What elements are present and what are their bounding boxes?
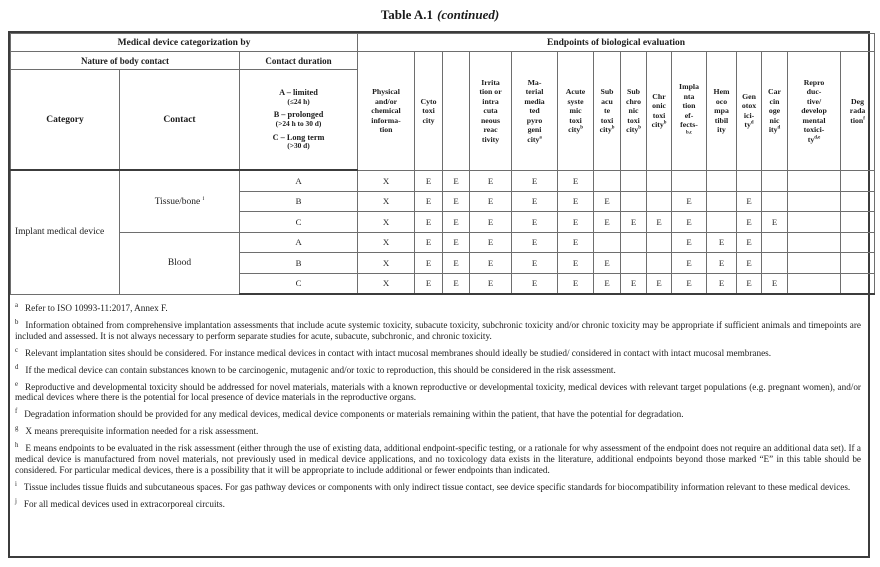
endpoint-value-cell: E <box>415 232 443 253</box>
endpoint-column-header-6: Acute syste mic toxi city$^b$ <box>558 52 594 171</box>
endpoint-value-cell: E <box>470 170 512 191</box>
endpoint-value-cell: E <box>512 191 558 212</box>
endpoint-value-cell <box>621 232 647 253</box>
footnote-d: $^d$ If the medical device can contain substances known to be carcinogenic, mutagenic and/or toxic to reproduction, this should be considered in the risk assessment. <box>15 363 616 375</box>
endpoint-value-cell <box>788 253 841 274</box>
endpoint-value-cell: E <box>415 170 443 191</box>
duration-cell: B <box>240 191 358 212</box>
endpoint-value-cell <box>841 170 875 191</box>
footnote-marker: g <box>15 425 19 433</box>
endpoint-value-cell: E <box>415 273 443 294</box>
table-title-continued: (continued) <box>437 7 500 22</box>
category-cell: Implant medical device <box>11 170 120 294</box>
subheader-nature-of-body-contact: Nature of body contact <box>11 52 240 70</box>
endpoint-value-cell: E <box>512 212 558 233</box>
endpoint-column-header-4: Irrita tion or intra cuta neous reac tivity <box>470 52 512 171</box>
footnote-marker: h <box>15 442 19 450</box>
contact-cell-tissue-bone: Tissue/bone $^i$ <box>120 170 240 232</box>
endpoint-value-cell: E <box>737 253 762 274</box>
endpoint-value-cell: X <box>358 170 415 191</box>
endpoint-value-cell: E <box>672 253 707 274</box>
endpoint-value-cell: E <box>415 212 443 233</box>
endpoint-value-cell: E <box>647 273 672 294</box>
endpoint-value-cell <box>841 191 875 212</box>
footnote-e: $^e$ Reproductive and developmental toxicity should be addressed for novel materials, materials with a known reproductive or developmental toxicity, medical devices with relevant target populations (e.g. pregnant women), and/or medical devices where there is the potential for local presence of device materials in the reproductive organs. <box>15 380 861 403</box>
endpoint-value-cell: E <box>470 273 512 294</box>
footnote-c: $^c$ Relevant implantation sites should be considered. For instance medical devices in contact with intact mucosal membranes should ideally be studied/ considered in contact with intact mucosal membranes. <box>15 346 772 358</box>
endpoint-value-cell: E <box>512 170 558 191</box>
endpoint-value-cell: E <box>621 273 647 294</box>
endpoint-value-cell: E <box>621 212 647 233</box>
endpoint-value-cell: E <box>470 191 512 212</box>
endpoint-value-cell <box>737 170 762 191</box>
endpoint-value-cell: E <box>558 212 594 233</box>
duration-cell: A <box>240 170 358 191</box>
endpoint-value-cell: E <box>672 191 707 212</box>
table-title-main: Table A.1 <box>380 7 434 22</box>
endpoint-value-cell: E <box>707 232 737 253</box>
endpoint-value-cell: E <box>512 253 558 274</box>
endpoint-value-cell: E <box>443 232 470 253</box>
footnote-marker: i <box>15 480 17 488</box>
endpoint-value-cell <box>762 253 788 274</box>
group-header-row <box>11 34 875 52</box>
endpoint-value-cell <box>788 212 841 233</box>
endpoint-value-cell <box>647 191 672 212</box>
endpoint-column-header-9: Chr onic toxi city$^b$ <box>647 52 672 171</box>
endpoint-column-header-14: Repro duc- tive/ develop mental toxici- ty$^{d,e}$ <box>788 52 841 171</box>
endpoint-value-cell: E <box>707 273 737 294</box>
table-frame <box>8 31 870 558</box>
duration-cell: A <box>240 232 358 253</box>
footnote-f: $^f$ Degradation information should be provided for any medical devices, medical device components or materials remaining within the patient, that have the potential for degradation. <box>15 408 684 420</box>
endpoint-value-cell: E <box>594 273 621 294</box>
endpoint-value-cell: E <box>512 232 558 253</box>
footnote-h: $^h$ E means endpoints to be evaluated in the risk assessment (either through the use of existing data, additional endpoint-specific testing, or a rationale for why assessment of the endpoint does not require an additional data set). If a medical device is manufactured from novel materials, not previously used in medical device applications, and no toxicology data exists in the literature, additional endpoints beyond those marked “E” in this table should be considered. For particular medical devices, there is a possibility that it will be appropriate to include additional or fewer endpoints than indicated. <box>15 442 861 475</box>
biological-evaluation-table <box>10 33 875 295</box>
endpoint-value-cell: E <box>558 232 594 253</box>
endpoint-value-cell: X <box>358 191 415 212</box>
group-header-endpoints: Endpoints of biological evaluation <box>358 34 875 52</box>
footnote-i: $^i$ Tissue includes tissue fluids and subcutaneous spaces. For gas pathway devices or components with only indirect tissue contact, see device specific standards for biocompatibility information relevant to these medical devices. <box>15 480 851 492</box>
table-title <box>0 0 880 23</box>
endpoint-column-header-8: Sub chro nic toxi city$^b$ <box>621 52 647 171</box>
endpoint-value-cell: E <box>672 273 707 294</box>
footnote-marker: c <box>15 346 19 354</box>
endpoint-column-header-7: Sub acu te toxi city$^b$ <box>594 52 621 171</box>
endpoint-value-cell: E <box>558 170 594 191</box>
endpoint-value-cell: E <box>558 273 594 294</box>
endpoint-value-cell: E <box>737 212 762 233</box>
endpoint-value-cell: E <box>707 253 737 274</box>
endpoint-value-cell <box>788 232 841 253</box>
endpoint-value-cell: E <box>443 253 470 274</box>
contact-duration-definitions <box>240 70 358 171</box>
column-header-category: Category <box>11 70 120 171</box>
endpoint-value-cell: E <box>415 253 443 274</box>
duration-option-3: C – Long term (>30 d) <box>272 132 325 151</box>
endpoint-column-header-15: Deg rada tion$^f$ <box>841 52 875 171</box>
endpoint-value-cell <box>707 170 737 191</box>
endpoint-value-cell: E <box>558 191 594 212</box>
endpoint-column-header-10: Impla nta tion ef- fects- $^{b,c}$ <box>672 52 707 171</box>
endpoint-value-cell: E <box>737 232 762 253</box>
footnote-g: $^g$ X means prerequisite information needed for a risk assessment. <box>15 425 259 437</box>
footnote-marker: f <box>15 408 18 416</box>
endpoint-value-cell: X <box>358 253 415 274</box>
endpoint-value-cell: E <box>558 253 594 274</box>
footnote-marker: j <box>15 497 17 505</box>
endpoint-value-cell: X <box>358 232 415 253</box>
endpoint-value-cell <box>621 191 647 212</box>
endpoint-value-cell: X <box>358 212 415 233</box>
table-row <box>11 170 875 191</box>
endpoint-value-cell: E <box>762 273 788 294</box>
endpoint-column-header-11: Hem oco mpa tibil ity <box>707 52 737 171</box>
endpoint-value-cell: E <box>672 212 707 233</box>
endpoint-value-cell <box>707 191 737 212</box>
endpoint-value-cell: E <box>672 232 707 253</box>
endpoint-column-header-2: Cyto toxi city <box>415 52 443 171</box>
endpoint-value-cell: E <box>470 253 512 274</box>
endpoint-value-cell: E <box>415 191 443 212</box>
endpoint-value-cell: E <box>443 170 470 191</box>
sub-header-row <box>11 52 875 70</box>
endpoint-value-cell: E <box>470 212 512 233</box>
endpoint-value-cell: E <box>443 273 470 294</box>
footnote-marker: d <box>15 363 19 371</box>
endpoint-value-cell <box>841 232 875 253</box>
footnote-a: $^a$ Refer to ISO 10993-11:2017, Annex F. <box>15 302 168 314</box>
endpoint-value-cell <box>841 253 875 274</box>
group-header-categorization: Medical device categorization by <box>11 34 358 52</box>
endpoint-value-cell: E <box>443 212 470 233</box>
duration-cell: C <box>240 273 358 294</box>
endpoint-value-cell <box>594 170 621 191</box>
footnote-b: $^b$ Information obtained from comprehensive implantation assessments that include acute systemic toxicity, subacute toxicity, subchronic toxicity and/or chronic toxicity may be appropriate if sufficient animals and timepoints are included and assessed. It is not always necessary to perform separate studies for acute, subacute, subchronic, and chronic toxicity. <box>15 318 861 341</box>
endpoint-value-cell <box>647 232 672 253</box>
footnote-marker: a <box>15 302 19 309</box>
contact-cell-blood: Blood <box>120 232 240 294</box>
endpoint-value-cell: E <box>443 191 470 212</box>
endpoint-value-cell: E <box>647 212 672 233</box>
endpoint-value-cell: E <box>737 191 762 212</box>
column-header-contact: Contact <box>120 70 240 171</box>
endpoint-value-cell <box>621 170 647 191</box>
endpoint-value-cell <box>647 170 672 191</box>
endpoint-value-cell <box>788 191 841 212</box>
endpoint-value-cell <box>762 170 788 191</box>
footnote-marker: e <box>15 380 19 388</box>
duration-cell: C <box>240 212 358 233</box>
endpoint-value-cell: E <box>470 232 512 253</box>
endpoint-value-cell <box>647 253 672 274</box>
endpoint-value-cell <box>594 232 621 253</box>
endpoint-column-header-13: Car cin oge nic ity$^d$ <box>762 52 788 171</box>
endpoint-value-cell <box>841 273 875 294</box>
subheader-contact-duration: Contact duration <box>240 52 358 70</box>
endpoint-value-cell: E <box>594 191 621 212</box>
endpoint-value-cell: E <box>512 273 558 294</box>
duration-option-1: A – limited (≤24 h) <box>279 88 318 106</box>
endpoint-column-header-5: Ma- terial media ted pyro geni city$^a$ <box>512 52 558 171</box>
duration-option-2: B – prolonged (>24 h to 30 d) <box>273 110 324 128</box>
footnote-j: $^j$ For all medical devices used in extracorporeal circuits. <box>15 497 225 509</box>
endpoint-column-header-1: Physical and/or chemical informa- tion <box>358 52 415 171</box>
table-row <box>11 232 875 253</box>
endpoint-value-cell <box>707 212 737 233</box>
endpoint-value-cell <box>621 253 647 274</box>
endpoint-value-cell: E <box>594 212 621 233</box>
duration-cell: B <box>240 253 358 274</box>
endpoint-value-cell <box>788 273 841 294</box>
endpoint-value-cell <box>672 170 707 191</box>
endpoint-column-header-3 <box>443 52 470 171</box>
endpoint-value-cell: E <box>762 212 788 233</box>
endpoint-value-cell: X <box>358 273 415 294</box>
endpoint-column-header-12: Gen otox ici- $ty^d$ <box>737 52 762 171</box>
endpoint-value-cell <box>788 170 841 191</box>
footnotes-section <box>10 295 868 510</box>
table-body <box>11 170 875 294</box>
footnote-marker: b <box>15 318 19 326</box>
endpoint-value-cell <box>762 232 788 253</box>
endpoint-value-cell: E <box>594 253 621 274</box>
endpoint-value-cell <box>841 212 875 233</box>
endpoint-value-cell: E <box>737 273 762 294</box>
endpoint-value-cell <box>762 191 788 212</box>
